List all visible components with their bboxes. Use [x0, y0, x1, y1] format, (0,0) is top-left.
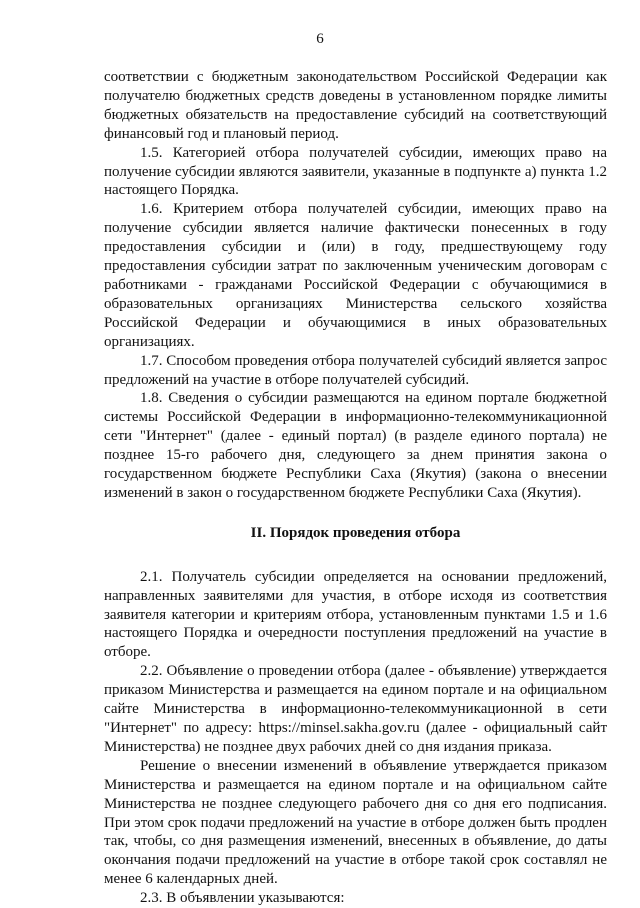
paragraph-continuation: соответствии с бюджетным законодательством Российской Федерации как получателю бюджетных средств доведены в установленном порядке лимиты бюджетных обязательств на предоставление субсидий на соответствующий финансовый год и плановый период. — [104, 69, 607, 142]
paragraph-1-8: 1.8. Сведения о субсидии размещаются на едином портале бюджетной системы Российской Федерации в информационно-телекоммуникационной сети "Интернет" (далее - единый портал) (в разделе единого портала) не позднее 15-го рабочего дня, следующего за днем принятия закона о государственном бюджете Республики Саха (Якутия) (закона о внесении изменений в закон о государственном бюджете Республики Саха (Якутия). — [104, 390, 607, 501]
page-number: 6 — [316, 31, 324, 47]
paragraph-2-3: 2.3. В объявлении указываются: — [140, 890, 345, 907]
paragraph-2-1: 2.1. Получатель субсидии определяется на основании предложений, направленных заявителями для участия, в отборе исходя из соответствия заявителя категории и критериям отбора, установленным пунктами 1.5 и 1.6 настоящего Порядка и очередности поступления предложений на участие в отборе. — [104, 568, 607, 661]
section-heading: II. Порядок проведения отбора — [250, 524, 461, 541]
paragraph-2-2: 2.2. Объявление о проведении отбора (далее - объявление) утверждается приказом Министерства и размещается на едином портале и на официальном сайте Министерства в информационно-телекоммуникационной в сети "Интернет" по адресу: https://minsel.sakha.gov.ru (далее - официальный сайт Министерства) не позднее двух рабочих дней со дня издания приказа. — [104, 663, 607, 755]
document-body — [104, 68, 607, 908]
paragraph-1-5: 1.5. Категорией отбора получателей субсидии, имеющих право на получение субсидии являются заявители, указанные в подпункте а) пункта 1.2 настоящего Порядка. — [104, 144, 607, 199]
paragraph-1-6: 1.6. Критерием отбора получателей субсидии, имеющих право на получение субсидии является наличие фактически понесенных в году предоставления субсидии и (или) в году, предшествующему году предоставления субсидии затрат по заключенным ученическим договорам с работниками - гражданами Российской Федерации с обучающимися в образовательных организациях Министерства сельского хозяйства Российской Федерации и обучающимися в иных образовательных организациях. — [104, 201, 607, 350]
paragraph-1-7: 1.7. Способом проведения отбора получателей субсидий является запрос предложений на участие в отборе получателей субсидий. — [104, 352, 607, 388]
paragraph-amendments: Решение о внесении изменений в объявление утверждается приказом Министерства и размещается на едином портале и на официальном сайте Министерства не позднее следующего рабочего дня со дня его подписания. При этом срок подачи предложений на участие в отборе должен быть продлен так, чтобы, со дня размещения изменений, внесенных в объявление, до даты окончания подачи предложений на участие в отборе такой срок составлял не менее 6 календарных дней. — [104, 757, 607, 888]
